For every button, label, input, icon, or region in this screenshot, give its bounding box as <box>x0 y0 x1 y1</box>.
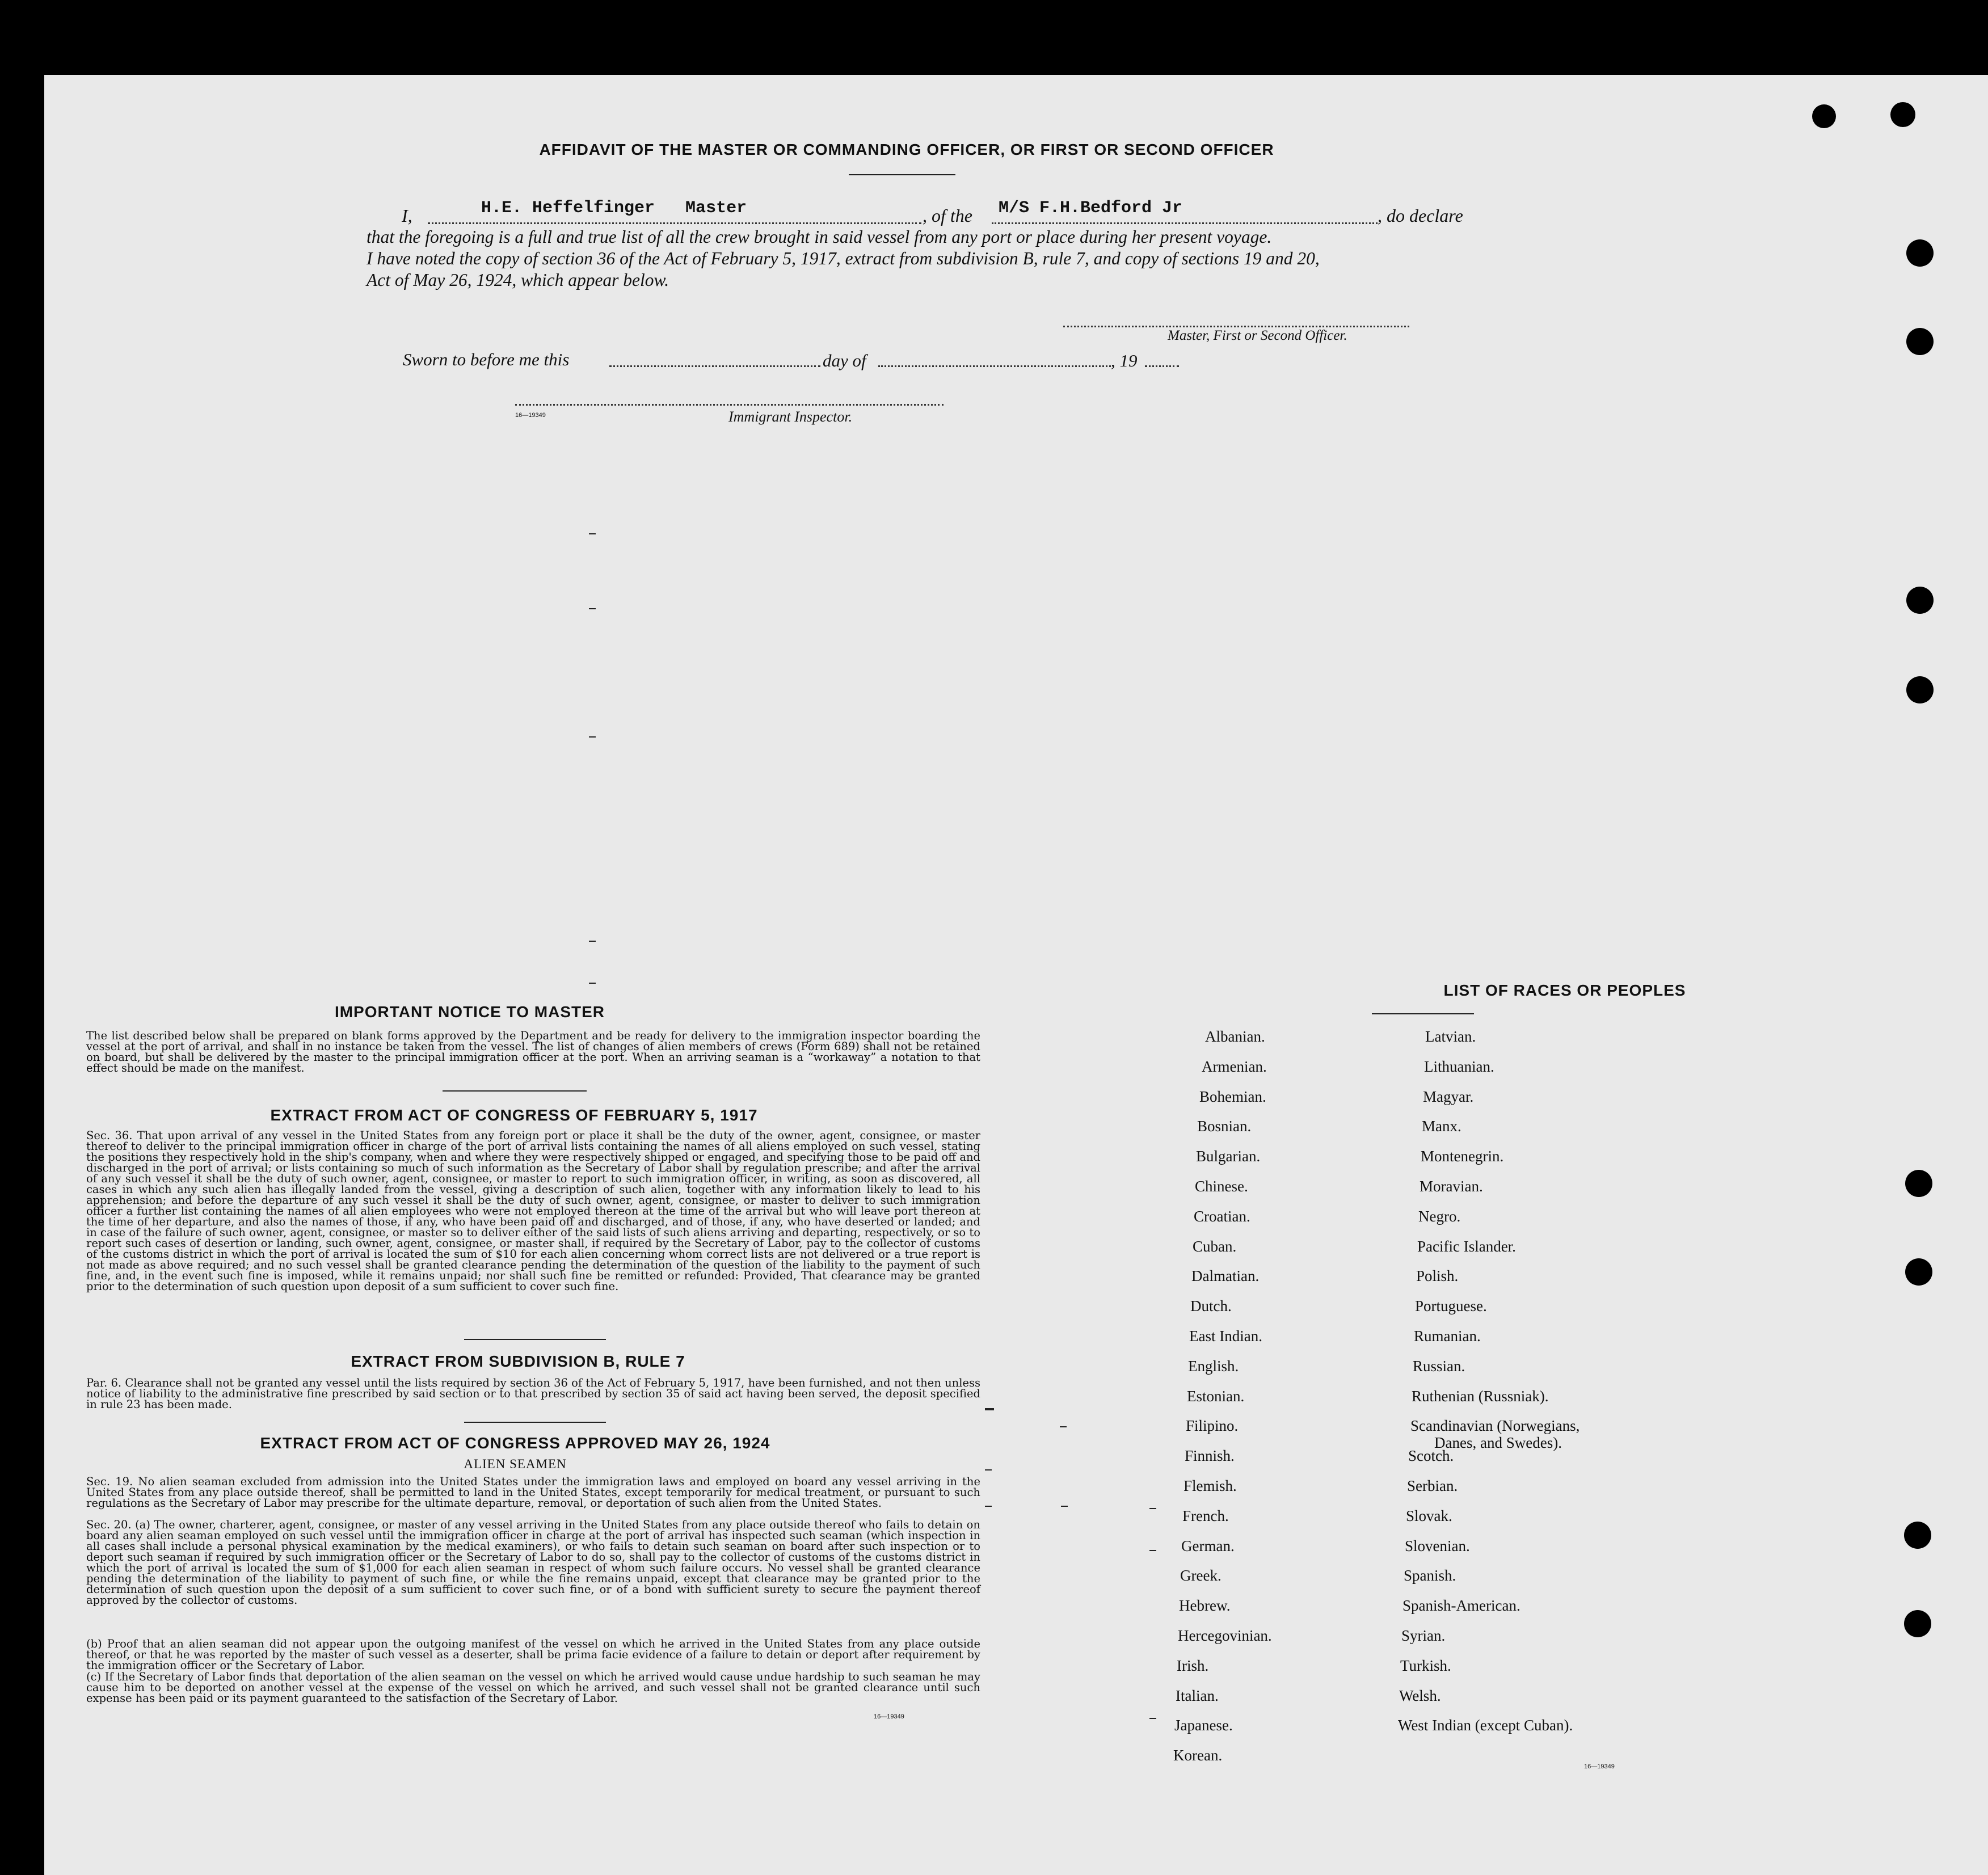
race-item: Finnish. <box>1185 1447 1235 1465</box>
race-item: Irish. <box>1177 1657 1209 1674</box>
year-label: , 19 <box>1111 351 1138 370</box>
extract-1917-body: Sec. 36. That upon arrival of any vessel in the United States from any foreign port or place it shall be the duty of the owner, agent, consignee, or master thereof to deliver to the principal immigration officer in charge of the port of arrival lists containing the names of all aliens employed on such vessel, stating the positions they respectively hold in the ship's company, when and where they were respectively shipped or engaged, and specifying those to be paid off and discharged in the port of arrival; or lists containing so much of such information as the Secretary of Labor shall by regulation prescribe; and after the arrival of any such vessel it shall be the duty of such owner, agent, consignee, or master to report to such immigration officer, in writing, as soon as discovered, all cases in which any such alien has illegally landed from the vessel, giving a description of such alien, together with any information likely to lead to his apprehension; and before the departure of any such vessel it shall be the duty of such owner, agent, consignee, or master to deliver to such immigration officer a further list containing the names of all alien employees who were not employed thereon at the time of the arrival but who will leave port thereon at the time of her departure, and also the names of those, if any, who have been paid off and discharged, and of those, if any, who have deserted or landed; and in case of the failure of such owner, agent, consignee, or master so to deliver either of the said lists of such aliens arriving and departing, respectively, or so to report such cases of desertion or landing, such owner, agent, consignee, or master shall, if required by the Secretary of Labor, pay to the collector of customs of the customs district in which the port of arrival is located the sum of $10 for each alien concerning whom correct lists are not delivered or a true report is not made as above required; and no such vessel shall be granted clearance pending the determination of the question of the liability to the payment of such fine, and, in the event such fine is imposed, while it remains unpaid; nor shall such fine be remitted or refunded: Provided, That clearance may be granted prior to the determination of such question upon deposit of a sum sufficient to cover such fine. <box>86 1129 980 1293</box>
race-item: Estonian. <box>1187 1387 1245 1405</box>
race-item: Croatian. <box>1194 1207 1250 1225</box>
race-item: Danes, and Swedes). <box>1434 1434 1562 1452</box>
extract-form-number: 16—19349 <box>874 1713 904 1720</box>
punch-hole <box>1890 102 1915 127</box>
divider <box>849 174 955 175</box>
extract-1917-title: EXTRACT FROM ACT OF CONGRESS OF FEBRUARY 5, 1917 <box>270 1106 758 1124</box>
race-item: Hercegovinian. <box>1178 1627 1272 1644</box>
divider <box>443 1090 587 1092</box>
race-item: Japanese. <box>1174 1717 1233 1734</box>
race-item: Welsh. <box>1399 1687 1441 1704</box>
affidavit-line-1: that the foregoing is a full and true list of all the crew brought in said vessel from any port or place during her present voyage. <box>367 227 1272 247</box>
race-item: German. <box>1181 1537 1235 1554</box>
race-item: Bulgarian. <box>1196 1148 1261 1165</box>
divider <box>464 1339 606 1340</box>
inspector-line <box>515 404 944 406</box>
punch-hole <box>1812 104 1836 128</box>
notice-title: IMPORTANT NOTICE TO MASTER <box>334 1003 605 1021</box>
i-label: I, <box>402 205 412 226</box>
race-item: Filipino. <box>1186 1417 1239 1435</box>
scan-mark <box>589 533 596 534</box>
scan-mark <box>589 941 596 942</box>
race-item: Negro. <box>1418 1207 1461 1225</box>
scan-mark <box>589 983 596 984</box>
affidavit-line-2: I have noted the copy of section 36 of the Act of February 5, 1917, extract from subdivision B, rule 7, and copy of sections 19 and 20, <box>367 248 1320 268</box>
race-item: Dalmatian. <box>1191 1267 1260 1285</box>
punch-hole <box>1906 239 1934 267</box>
race-item: Slovak. <box>1406 1507 1452 1524</box>
extract-rule7-body: Par. 6. Clearance shall not be granted any vessel until the lists required by section 36 of the Act of February 5, 1917, have been furnished, and not then unless notice of liability to the administrative fine prescribed by said section or to that prescribed by section 35 of said act having been served, the deposit specified in rule 23 has been made. <box>86 1376 980 1411</box>
affidavit-title: AFFIDAVIT OF THE MASTER OR COMMANDING OFFICER, OR FIRST OR SECOND OFFICER <box>539 141 1274 158</box>
scan-mark <box>589 736 596 738</box>
race-item: Scotch. <box>1408 1447 1454 1465</box>
extract-1924-sec19: Sec. 19. No alien seaman excluded from admission into the United States under the immigration laws and employed on board any vessel arriving in the United States from any place outside thereof, shall be permitted to land in the United States, except temporarily for medical treatment, or pursuant to such regulations as the Secretary of Labor may prescribe for the ultimate departure, removal, or deportation of such alien from the United States. <box>86 1475 980 1510</box>
race-item: Flemish. <box>1183 1477 1237 1494</box>
day-of-label: day of <box>823 351 866 370</box>
race-item: Moravian. <box>1420 1178 1483 1195</box>
race-item: Latvian. <box>1425 1028 1476 1045</box>
race-item: West Indian (except Cuban). <box>1398 1717 1573 1734</box>
vessel-name-value: M/S F.H.Bedford Jr <box>999 199 1183 218</box>
punch-hole <box>1904 1522 1931 1549</box>
scan-mark <box>589 608 596 609</box>
sworn-month-line <box>878 365 1111 367</box>
divider <box>464 1422 606 1423</box>
scan-mark <box>1061 1506 1068 1507</box>
race-item: Italian. <box>1176 1687 1219 1704</box>
master-name-value: H.E. Heffelfinger Master <box>481 199 747 218</box>
race-item: Dutch. <box>1190 1297 1232 1315</box>
race-item: Ruthenian (Russniak). <box>1412 1387 1549 1405</box>
scan-mark <box>985 1469 992 1470</box>
race-item: Albanian. <box>1205 1028 1265 1045</box>
races-form-number: 16—19349 <box>1584 1763 1615 1770</box>
race-item: Polish. <box>1416 1267 1459 1285</box>
inspector-label: Immigrant Inspector. <box>728 408 853 425</box>
scan-mark <box>1149 1718 1156 1719</box>
extract-1924-sec20b: (b) Proof that an alien seaman did not appear upon the outgoing manifest of the vessel on which he arrived in the United States from any place outside thereof, or that he was reported by the master of such vessel as a deserter, shall be prima facie evidence of a failure to detain or deport after requirement by the immigration officer or the Secretary of Labor. <box>86 1637 980 1672</box>
race-item: Chinese. <box>1195 1178 1248 1195</box>
punch-hole <box>1906 676 1934 703</box>
race-item: Hebrew. <box>1179 1597 1231 1615</box>
race-item: Armenian. <box>1202 1057 1267 1075</box>
master-name-line <box>428 222 921 224</box>
punch-hole <box>1905 1170 1932 1197</box>
race-item: East Indian. <box>1189 1328 1262 1345</box>
punch-hole <box>1905 1258 1932 1286</box>
extract-rule7-title: EXTRACT FROM SUBDIVISION B, RULE 7 <box>351 1352 685 1370</box>
punch-hole <box>1906 328 1934 355</box>
race-item: Bohemian. <box>1199 1088 1266 1105</box>
signature-label: Master, First or Second Officer. <box>1168 328 1347 343</box>
race-item: Lithuanian. <box>1424 1057 1494 1075</box>
affidavit-form-number: 16—19349 <box>515 412 546 419</box>
race-item: Portuguese. <box>1415 1297 1487 1315</box>
race-item: Scandinavian (Norwegians, <box>1410 1417 1580 1435</box>
races-title: LIST OF RACES OR PEOPLES <box>1443 981 1686 999</box>
race-item: Magyar. <box>1423 1088 1474 1105</box>
race-item: English. <box>1188 1357 1239 1375</box>
declare-label: , do declare <box>1378 205 1463 226</box>
scan-mark <box>985 1506 992 1507</box>
extract-1924-sec20c: (c) If the Secretary of Labor finds that deportation of the alien seaman on the vessel on which he arrived would cause undue hardship to such seaman he may cause him to be deported on another vessel at the expense of the vessel on which he arrived, and such vessel shall not be granted clearance until such expense has been paid or its payment guaranteed to the satisfaction of the Secretary of Labor. <box>86 1670 980 1705</box>
race-item: Spanish. <box>1404 1567 1456 1585</box>
race-item: Pacific Islander. <box>1417 1237 1516 1255</box>
vessel-name-line <box>992 222 1378 224</box>
race-item: Bosnian. <box>1197 1118 1252 1135</box>
divider <box>1372 1013 1474 1014</box>
race-item: Greek. <box>1180 1567 1222 1585</box>
race-item: Rumanian. <box>1414 1328 1481 1345</box>
scan-mark <box>1149 1508 1156 1509</box>
punch-hole <box>1906 587 1934 614</box>
race-item: Turkish. <box>1400 1657 1451 1674</box>
extract-1924-title: EXTRACT FROM ACT OF CONGRESS APPROVED MAY 26, 1924 <box>260 1434 770 1452</box>
race-item: Syrian. <box>1401 1627 1446 1644</box>
scan-mark <box>1060 1426 1067 1427</box>
notice-body: The list described below shall be prepared on blank forms approved by the Department and be ready for delivery to the immigration inspector boarding the vessel at the port of arrival, and shall in no instance be taken from the vessel. The list of changes of alien members of crews (Form 689) shall not be retained on board, but shall be delivered by the master to the principal immigration officer at the port. When an arriving seaman is a “workaway” a notation to that effect should be made on the manifest. <box>86 1029 980 1075</box>
race-item: Russian. <box>1413 1357 1465 1375</box>
race-item: Spanish-American. <box>1402 1597 1521 1615</box>
scan-mark <box>985 1408 994 1410</box>
document-page <box>44 75 1988 1875</box>
affidavit-line-3: Act of May 26, 1924, which appear below. <box>367 270 669 290</box>
race-item: Korean. <box>1173 1747 1223 1764</box>
race-item: French. <box>1182 1507 1229 1524</box>
signature-line <box>1063 326 1409 327</box>
alien-seamen-subtitle: ALIEN SEAMEN <box>464 1457 567 1471</box>
race-item: Slovenian. <box>1405 1537 1470 1554</box>
race-item: Serbian. <box>1407 1477 1458 1494</box>
of-the-label: , of the <box>923 205 972 226</box>
race-item: Manx. <box>1422 1118 1461 1135</box>
race-item: Montenegrin. <box>1421 1148 1504 1165</box>
year-line <box>1145 365 1179 367</box>
extract-1924-sec20a: Sec. 20. (a) The owner, charterer, agent, consignee, or master of any vessel arriving in the United States from any place outside thereof who fails to detain on board any alien seaman employed on such vessel until the immigration officer in charge at the port of arrival has inspected such seaman (which inspection in all cases shall include a personal physical examination by the medical examiners), or who fails to detain such seaman on board after such inspection or to deport such seaman if required by such immigration officer or the Secretary of Labor to do so, shall pay to the collector of customs of the customs district in which the port of arrival is located the sum of $1,000 for each alien seaman in respect of whom such failure occurs. No vessel shall be granted clearance pending the determination of the liability to payment of such fine, or while the fine remains unpaid, except that clearance may be granted prior to the determination of such question upon the deposit of a sum sufficient to cover such fine, or of a bond with sufficient surety to secure the payment thereof approved by the collector of customs. <box>86 1518 980 1607</box>
sworn-label: Sworn to before me this <box>403 349 570 369</box>
punch-hole <box>1904 1610 1931 1637</box>
scan-mark <box>1149 1550 1156 1551</box>
sworn-day-line <box>609 365 820 367</box>
race-item: Cuban. <box>1193 1237 1237 1255</box>
